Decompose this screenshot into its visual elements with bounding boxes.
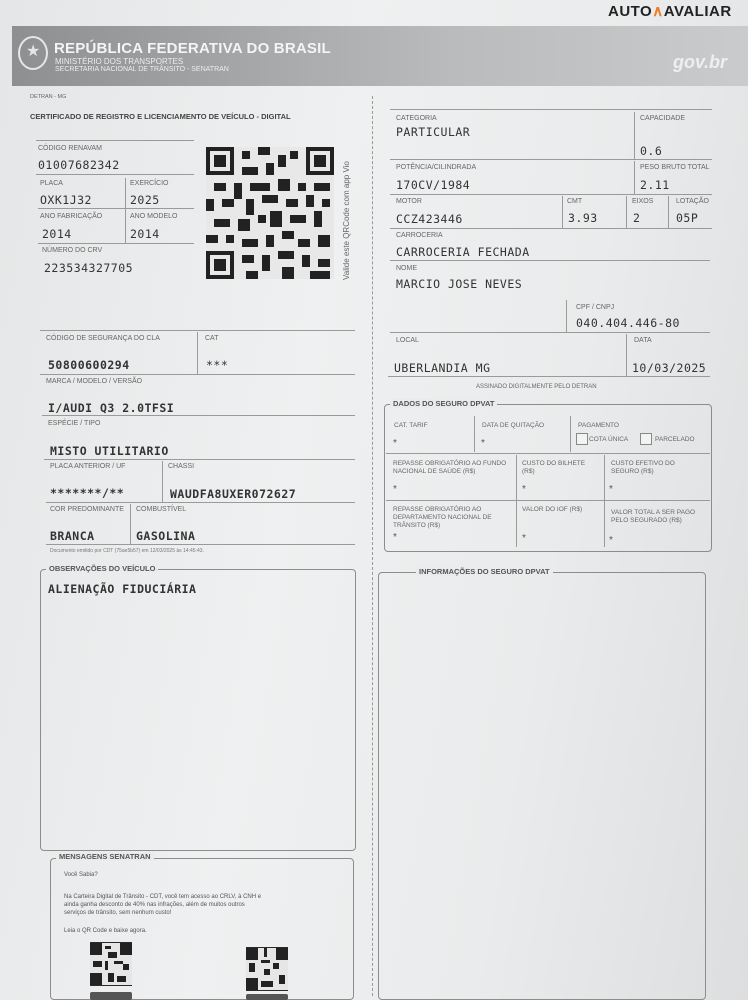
qr-caption: Valide este QRCode com app Vio: [342, 161, 351, 280]
senatran-text-1: Na Carteira Digital de Trânsito - CDT, você tem acesso ao CRLV, à CNH e: [64, 894, 262, 900]
categoria-value: PARTICULAR: [396, 125, 471, 139]
header-title: REPÚBLICA FEDERATIVA DO BRASIL: [54, 40, 331, 57]
lotacao-label: LOTAÇÃO: [676, 198, 709, 205]
header-secretariat: SECRETARIA NACIONAL DE TRÂNSITO - SENATRAN: [55, 66, 229, 73]
combustivel-label: COMBUSTÍVEL: [136, 506, 187, 513]
chassi-label: CHASSI: [168, 463, 195, 470]
app-store-badge: [246, 994, 288, 1000]
renavam-value: 01007682342: [38, 158, 120, 172]
cla-value: 50800600294: [48, 358, 130, 372]
doc-title: CERTIFICADO DE REGISTRO E LICENCIAMENTO DE VEÍCULO - DIGITAL: [30, 112, 291, 121]
cat-label: CAT: [205, 335, 219, 342]
custo-bilhete-label: CUSTO DO BILHETE (R$): [522, 460, 586, 475]
combustivel-value: GASOLINA: [136, 529, 196, 543]
dpvat-pagamento-label: PAGAMENTO: [578, 422, 619, 429]
exercicio-label: EXERCÍCIO: [130, 180, 169, 187]
detran-label: DETRAN - MG: [30, 94, 67, 100]
senatran-title: MENSAGENS SENATRAN: [56, 852, 154, 861]
peso-label: PESO BRUTO TOTAL: [640, 164, 710, 171]
cota-unica-label: COTA ÚNICA: [589, 436, 629, 443]
local-label: LOCAL: [396, 337, 419, 344]
cor-label: COR PREDOMINANTE: [50, 506, 124, 513]
placa-anterior-value: *******/**: [50, 486, 125, 500]
repasse-transito-label: REPASSE OBRIGATÓRIO AO DEPARTAMENTO NACIONAL DE TRÂNSITO (R$): [393, 506, 492, 529]
senatran-text-3: serviços de trânsito, sem nenhum custo!: [64, 910, 172, 916]
valor-total-label: VALOR TOTAL A SER PAGO PELO SEGURADO (R$): [611, 509, 696, 524]
validation-qr-code: [206, 147, 334, 279]
ano-modelo-value: 2014: [130, 227, 160, 241]
header-ministry: MINISTÉRIO DOS TRANSPORTES: [55, 57, 184, 66]
dpvat-cat-tarif-value: *: [393, 438, 397, 449]
chassi-value: WAUDFA8UXER072627: [170, 487, 297, 501]
placa-value: OXK1J32: [40, 193, 92, 207]
ano-fabricacao-label: ANO FABRICAÇÃO: [40, 213, 103, 220]
cor-value: BRANCA: [50, 529, 95, 543]
placa-label: PLACA: [40, 180, 63, 187]
repasse-saude-value: *: [393, 484, 397, 495]
cpf-value: 040.404.446-80: [576, 316, 680, 330]
dpvat-title: DADOS DO SEGURO DPVAT: [390, 399, 497, 408]
marca-label: MARCA / MODELO / VERSÃO: [46, 378, 143, 385]
dpvat-data-quitacao-label: DATA DE QUITAÇÃO: [482, 422, 545, 429]
categoria-label: CATEGORIA: [396, 115, 437, 122]
info-dpvat-box: [378, 572, 706, 1000]
data-value: 10/03/2025: [632, 361, 707, 375]
capacidade-label: CAPACIDADE: [640, 115, 685, 122]
android-app-qr-code: [90, 942, 132, 986]
eixos-value: 2: [633, 211, 641, 225]
emission-note: Documento emitido por CDT (75ae5b57) em 12/03/2025 às 14:45:43.: [50, 548, 204, 554]
especie-value: MISTO UTILITARIO: [50, 444, 169, 458]
cat-value: ***: [206, 358, 229, 372]
ano-fabricacao-value: 2014: [42, 227, 72, 241]
senatran-cta: Leia o QR Code e baixe agora.: [64, 928, 147, 934]
observacoes-box: [40, 569, 356, 851]
lotacao-value: 05P: [676, 211, 699, 225]
placa-anterior-label: PLACA ANTERIOR / UF: [50, 463, 126, 470]
info-dpvat-title: INFORMAÇÕES DO SEGURO DPVAT: [416, 567, 553, 576]
marca-value: I/AUDI Q3 2.0TFSI: [48, 401, 175, 415]
google-play-badge: [90, 992, 132, 1000]
capacidade-value: 0.6: [640, 144, 663, 158]
autoavaliar-watermark: AUTO∧AVALIAR: [608, 3, 732, 20]
renavam-label: CÓDIGO RENAVAM: [38, 145, 102, 152]
cla-label: CÓDIGO DE SEGURANÇA DO CLA: [46, 335, 160, 342]
repasse-transito-value: *: [393, 532, 397, 543]
custo-efetivo-label: CUSTO EFETIVO DO SEGURO (R$): [611, 460, 675, 475]
ano-modelo-label: ANO MODELO: [130, 213, 178, 220]
dpvat-data-quitacao-value: *: [481, 438, 485, 449]
valor-total-value: *: [609, 535, 613, 546]
repasse-saude-label: REPASSE OBRIGATÓRIO AO FUNDO NACIONAL DE SAÚDE (R$): [393, 460, 507, 475]
custo-bilhete-value: *: [522, 484, 526, 495]
motor-value: CCZ423446: [396, 212, 463, 226]
observacoes-title: OBSERVAÇÕES DO VEÍCULO: [46, 564, 158, 573]
valor-iof-label: VALOR DO IOF (R$): [522, 506, 583, 513]
crv-value: 223534327705: [44, 261, 134, 275]
crv-label: NÚMERO DO CRV: [42, 247, 103, 254]
dpvat-cat-tarif-label: CAT. TARIF: [394, 422, 428, 429]
govbr-logo: gov.br: [673, 52, 728, 72]
ios-app-qr-code: [246, 947, 288, 991]
column-divider: [372, 96, 373, 996]
custo-efetivo-value: *: [609, 484, 613, 495]
especie-label: ESPÉCIE / TIPO: [48, 420, 101, 427]
parcelado-label: PARCELADO: [655, 436, 695, 443]
valor-iof-value: *: [522, 533, 526, 544]
potencia-value: 170CV/1984: [396, 178, 471, 192]
coat-of-arms-icon: [18, 36, 48, 70]
cota-unica-checkbox: [576, 433, 588, 445]
eixos-label: EIXOS: [632, 198, 654, 205]
exercicio-value: 2025: [130, 193, 160, 207]
cmt-value: 3.93: [568, 211, 598, 225]
nome-value: MARCIO JOSE NEVES: [396, 277, 523, 291]
senatran-question: Você Sabia?: [64, 872, 98, 878]
local-value: UBERLANDIA MG: [394, 361, 491, 375]
potencia-label: POTÊNCIA/CILINDRADA: [396, 164, 477, 171]
peso-value: 2.11: [640, 178, 670, 192]
nome-label: NOME: [396, 265, 417, 272]
carroceria-label: CARROCERIA: [396, 232, 443, 239]
cmt-label: CMT: [567, 198, 583, 205]
cpf-label: CPF / CNPJ: [576, 304, 615, 311]
carroceria-value: CARROCERIA FECHADA: [396, 245, 530, 259]
senatran-text-2: ainda ganha desconto de 40% nas infrações, além de muitos outros: [64, 902, 245, 908]
motor-label: MOTOR: [396, 198, 422, 205]
assinado-label: ASSINADO DIGITALMENTE PELO DETRAN: [476, 384, 597, 390]
data-label: DATA: [634, 337, 652, 344]
observacoes-text: ALIENAÇÃO FIDUCIÁRIA: [48, 582, 197, 596]
parcelado-checkbox: [640, 433, 652, 445]
